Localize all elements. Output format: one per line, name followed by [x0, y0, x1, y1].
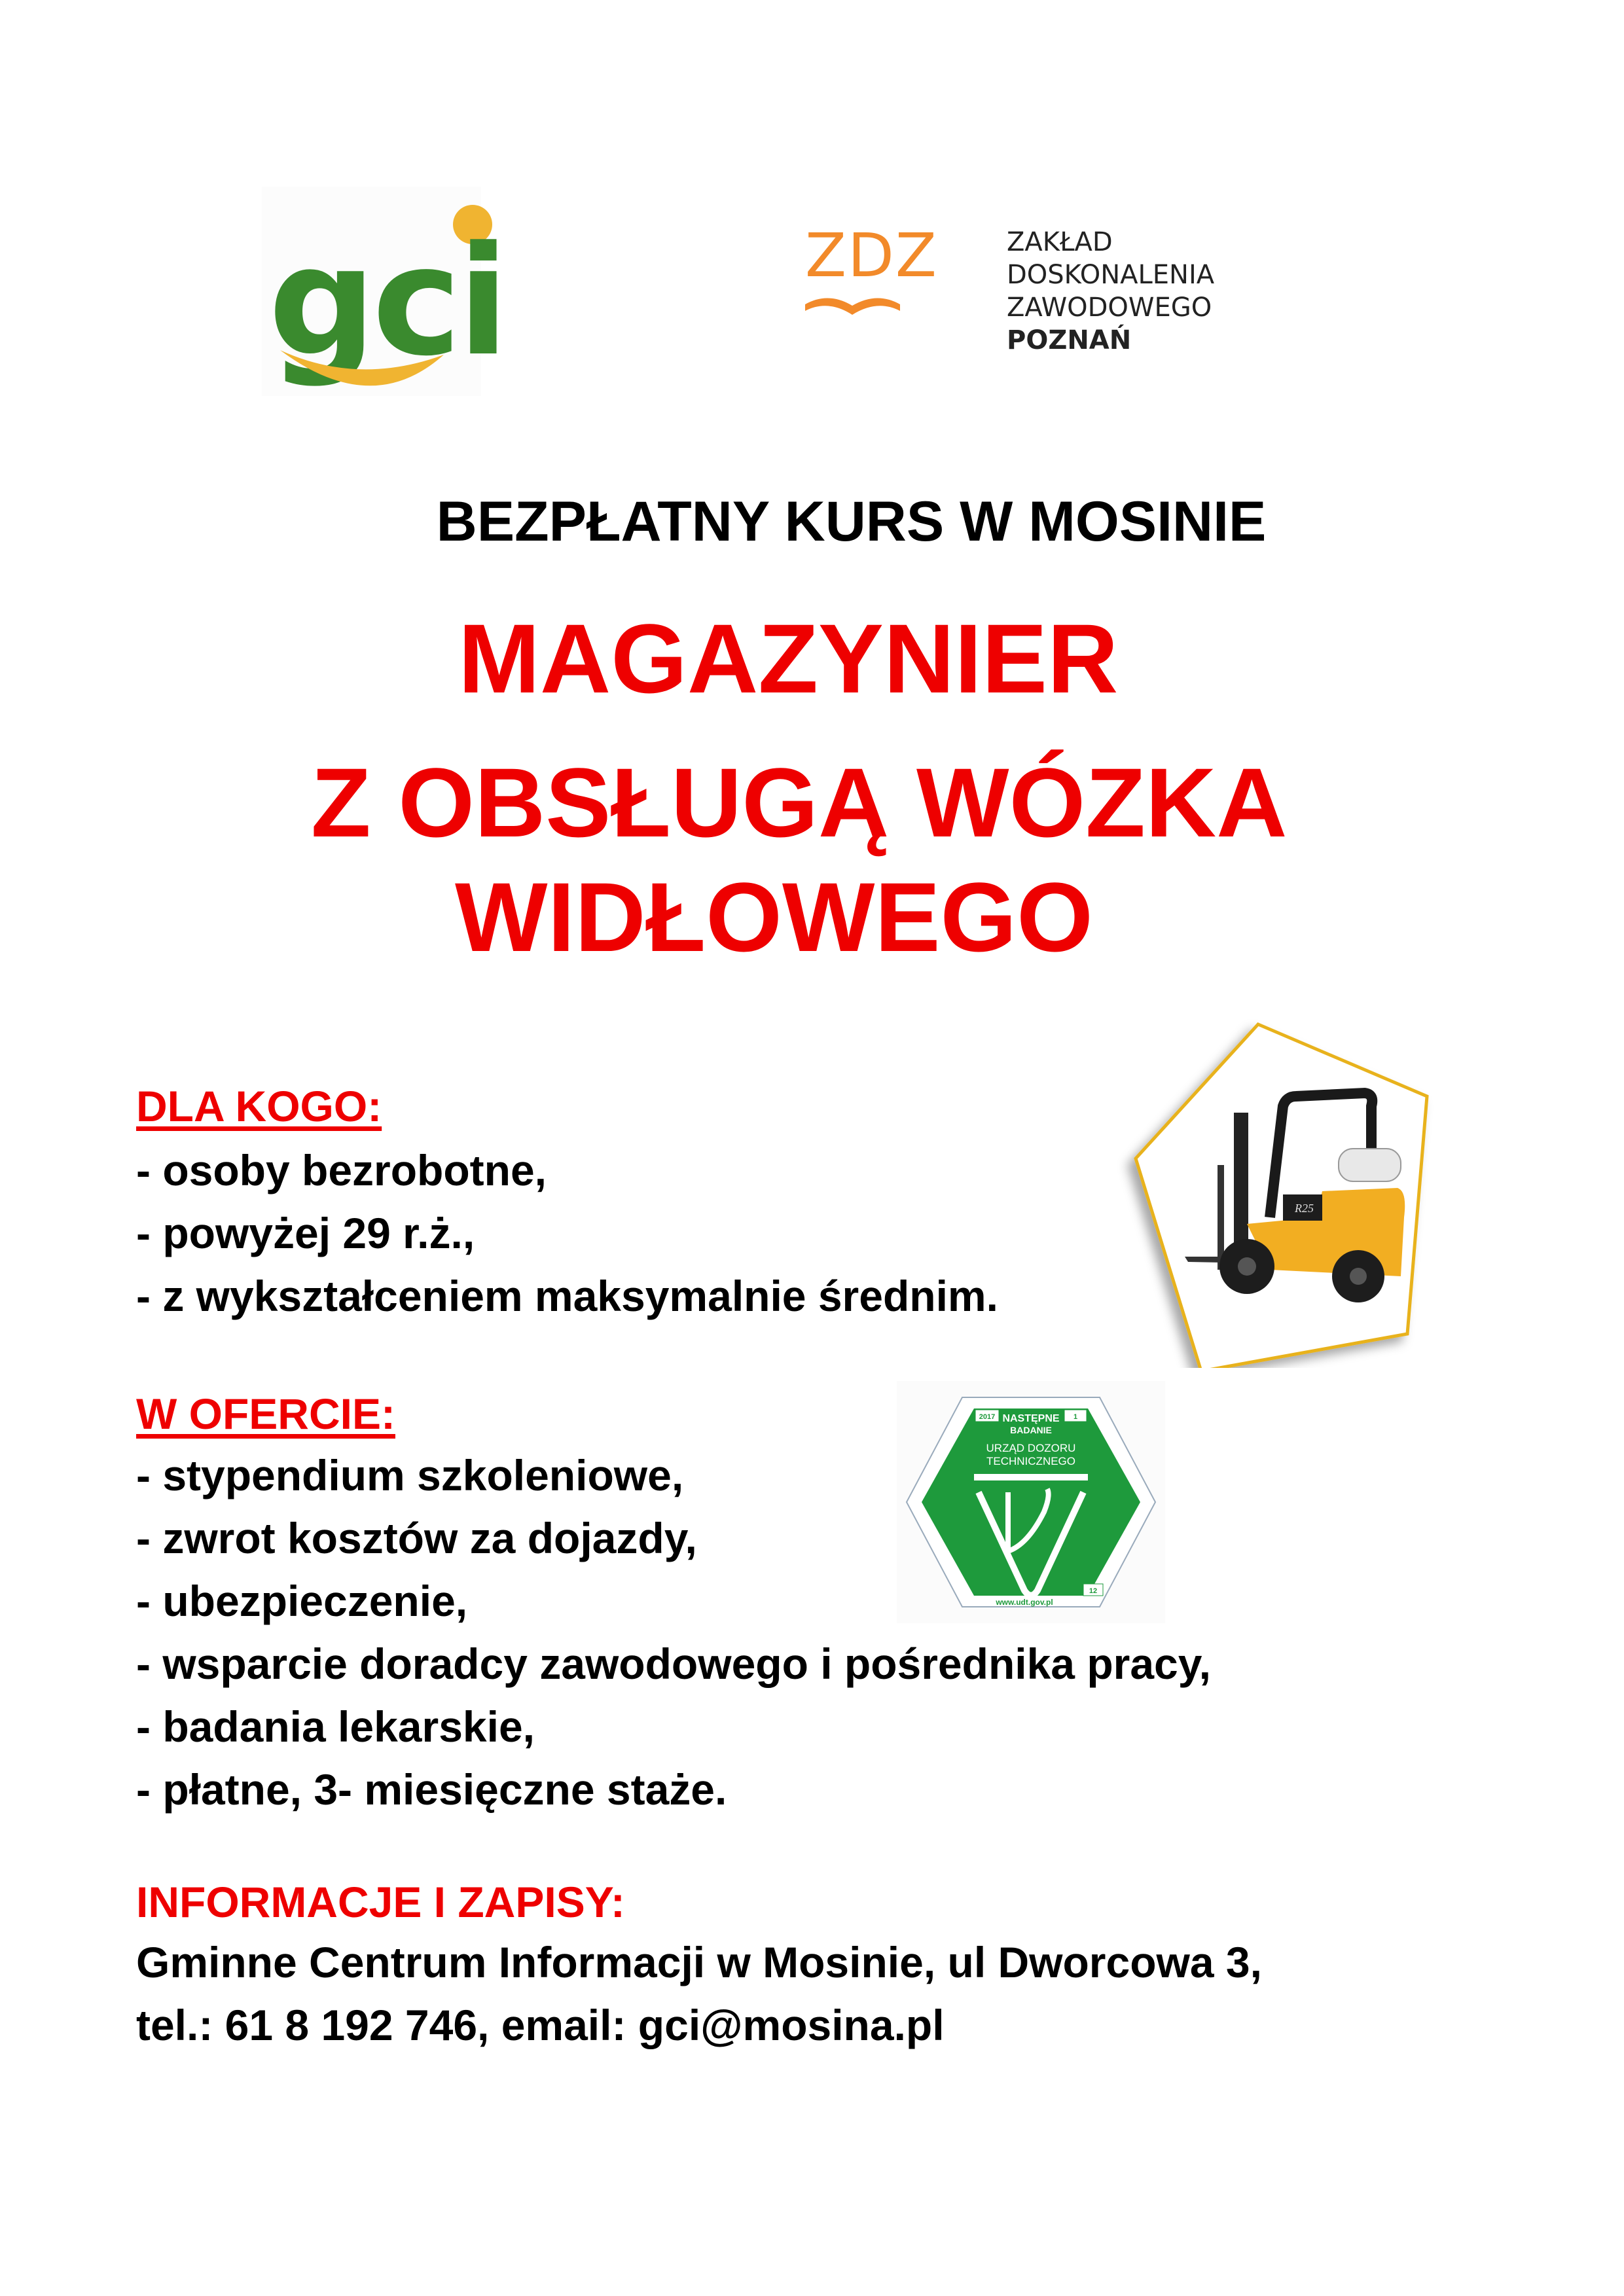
svg-text:BADANIE: BADANIE	[1010, 1425, 1052, 1435]
list-item: - ubezpieczenie,	[136, 1577, 468, 1625]
gci-logo-text: gci	[268, 215, 505, 389]
svg-text:www.udt.gov.pl: www.udt.gov.pl	[996, 1598, 1053, 1607]
svg-text:12: 12	[1089, 1587, 1098, 1595]
forklift-image	[1106, 1001, 1473, 1368]
zdz-logo-letters: ZDZ	[805, 221, 938, 291]
zdz-name-line: ZAKŁAD	[1007, 227, 1113, 257]
gci-smile-icon	[280, 347, 444, 399]
list-item: - stypendium szkoleniowe,	[136, 1451, 684, 1499]
list-item: - wsparcie doradcy zawodowego i pośrednika pracy,	[136, 1640, 1211, 1688]
list-item: - płatne, 3- miesięczne staże.	[136, 1765, 727, 1814]
list-item: - z wykształceniem maksymalnie średnim.	[136, 1272, 998, 1320]
zdz-name-line: DOSKONALENIA	[1007, 260, 1215, 290]
contact-address: Gminne Centrum Informacji w Mosinie, ul Dworcowa 3,	[136, 1938, 1262, 1986]
zdz-name-line: ZAWODOWEGO	[1007, 293, 1212, 323]
svg-text:TECHNICZNEGO: TECHNICZNEGO	[986, 1455, 1075, 1467]
list-item: - zwrot kosztów za dojazdy,	[136, 1514, 697, 1562]
zdz-logo-name	[1007, 226, 1214, 357]
section-heading-informacje: INFORMACJE I ZAPISY:	[136, 1878, 625, 1926]
udt-logo-icon	[897, 1381, 1165, 1623]
svg-text:2017: 2017	[979, 1413, 996, 1421]
zdz-name-city: POZNAŃ	[1007, 325, 1132, 355]
course-title-line-1: MAGAZYNIER	[458, 603, 1119, 713]
svg-text:R25: R25	[1295, 1202, 1314, 1215]
book-icon	[805, 291, 900, 317]
gci-logo	[262, 187, 505, 396]
contact-phone-email: tel.: 61 8 192 746, email: gci@mosina.pl	[136, 2001, 945, 2049]
course-subtitle: BEZPŁATNY KURS W MOSINIE	[436, 490, 1267, 553]
section-heading-dla-kogo: DLA KOGO:	[136, 1082, 382, 1130]
zdz-logo-mark	[805, 221, 938, 321]
contact-info	[136, 1931, 1262, 2056]
course-title-line-3: WIDŁOWEGO	[455, 862, 1093, 972]
forklift-icon	[1106, 1001, 1473, 1368]
svg-text:URZĄD DOZORU: URZĄD DOZORU	[986, 1442, 1076, 1454]
list-item: - osoby bezrobotne,	[136, 1146, 547, 1194]
svg-text:NASTĘPNE: NASTĘPNE	[1002, 1413, 1060, 1424]
target-group-list	[136, 1139, 998, 1327]
list-item: - powyżej 29 r.ż.,	[136, 1209, 475, 1257]
section-heading-w-ofercie: W OFERCIE:	[136, 1390, 395, 1438]
udt-badge	[897, 1381, 1165, 1623]
list-item: - badania lekarskie,	[136, 1702, 535, 1751]
svg-text:1: 1	[1073, 1413, 1078, 1421]
course-title-line-2: Z OBSŁUGĄ WÓZKA	[311, 747, 1288, 857]
